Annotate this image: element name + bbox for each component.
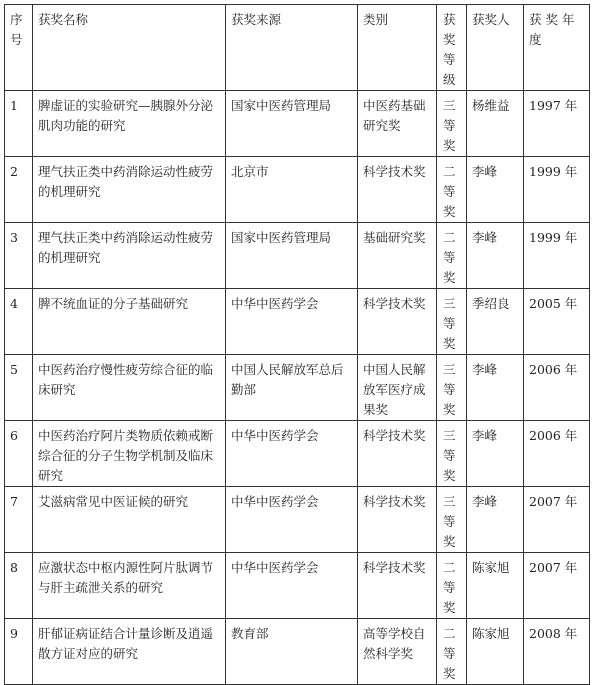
cell-year: 2008 年 <box>524 619 590 685</box>
header-source: 获奖来源 <box>226 5 358 91</box>
cell-category: 科学技术奖 <box>358 157 437 223</box>
cell-seq: 6 <box>5 421 33 487</box>
cell-year: 2007 年 <box>524 487 590 553</box>
cell-seq: 8 <box>5 553 33 619</box>
cell-year: 2007 年 <box>524 553 590 619</box>
header-seq: 序号 <box>5 5 33 91</box>
table-header-row <box>5 5 590 91</box>
cell-source: 中华中医药学会 <box>226 289 358 355</box>
cell-source: 中华中医药学会 <box>226 421 358 487</box>
cell-category: 科学技术奖 <box>358 487 437 553</box>
cell-name: 中医药治疗阿片类物质依赖戒断综合征的分子生物学机制及临床研究 <box>33 421 226 487</box>
cell-name: 艾滋病常见中医证候的研究 <box>33 487 226 553</box>
header-level: 获奖等级 <box>437 5 467 91</box>
table-row <box>5 223 590 289</box>
cell-level: 三等奖 <box>437 289 467 355</box>
cell-level: 二等奖 <box>437 619 467 685</box>
cell-level: 二等奖 <box>437 223 467 289</box>
cell-category: 中国人民解放军医疗成果奖 <box>358 355 437 421</box>
table-row <box>5 157 590 223</box>
cell-person: 李峰 <box>467 223 524 289</box>
cell-seq: 3 <box>5 223 33 289</box>
table-row <box>5 91 590 157</box>
cell-name: 脾不统血证的分子基础研究 <box>33 289 226 355</box>
cell-person: 李峰 <box>467 355 524 421</box>
cell-person: 季绍良 <box>467 289 524 355</box>
cell-year: 1999 年 <box>524 157 590 223</box>
cell-category: 科学技术奖 <box>358 289 437 355</box>
cell-seq: 1 <box>5 91 33 157</box>
cell-person: 陈家旭 <box>467 619 524 685</box>
cell-source: 教育部 <box>226 619 358 685</box>
table-row <box>5 553 590 619</box>
cell-seq: 7 <box>5 487 33 553</box>
cell-category: 科学技术奖 <box>358 553 437 619</box>
cell-source: 国家中医药管理局 <box>226 223 358 289</box>
header-name: 获奖名称 <box>33 5 226 91</box>
cell-name: 中医药治疗慢性疲劳综合征的临床研究 <box>33 355 226 421</box>
cell-year: 1999 年 <box>524 223 590 289</box>
cell-name: 应激状态中枢内源性阿片肽调节与肝主疏泄关系的研究 <box>33 553 226 619</box>
cell-level: 三等奖 <box>437 355 467 421</box>
cell-name: 理气扶正类中药消除运动性疲劳的机理研究 <box>33 157 226 223</box>
table-row <box>5 487 590 553</box>
cell-person: 李峰 <box>467 487 524 553</box>
cell-name: 脾虚证的实验研究—胰腺外分泌肌肉功能的研究 <box>33 91 226 157</box>
cell-source: 中国人民解放军总后勤部 <box>226 355 358 421</box>
cell-source: 北京市 <box>226 157 358 223</box>
cell-year: 2005 年 <box>524 289 590 355</box>
table-row <box>5 289 590 355</box>
cell-person: 陈家旭 <box>467 553 524 619</box>
cell-source: 中华中医药学会 <box>226 553 358 619</box>
cell-level: 二等奖 <box>437 553 467 619</box>
awards-table <box>4 4 590 685</box>
cell-source: 中华中医药学会 <box>226 487 358 553</box>
cell-level: 三等奖 <box>437 91 467 157</box>
table-row <box>5 355 590 421</box>
cell-person: 李峰 <box>467 421 524 487</box>
cell-level: 三等奖 <box>437 421 467 487</box>
cell-level: 三等奖 <box>437 487 467 553</box>
cell-year: 1997 年 <box>524 91 590 157</box>
cell-category: 科学技术奖 <box>358 421 437 487</box>
cell-seq: 5 <box>5 355 33 421</box>
cell-source: 国家中医药管理局 <box>226 91 358 157</box>
cell-year: 2006 年 <box>524 421 590 487</box>
cell-name: 肝郁证病证结合计量诊断及逍遥散方证对应的研究 <box>33 619 226 685</box>
table-row <box>5 421 590 487</box>
cell-person: 李峰 <box>467 157 524 223</box>
cell-category: 高等学校自然科学奖 <box>358 619 437 685</box>
table-row <box>5 619 590 685</box>
header-year: 获 奖 年度 <box>524 5 590 91</box>
cell-name: 理气扶正类中药消除运动性疲劳的机理研究 <box>33 223 226 289</box>
cell-person: 杨维益 <box>467 91 524 157</box>
cell-category: 中医药基础研究奖 <box>358 91 437 157</box>
header-category: 类别 <box>358 5 437 91</box>
cell-level: 二等奖 <box>437 157 467 223</box>
cell-seq: 9 <box>5 619 33 685</box>
cell-category: 基础研究奖 <box>358 223 437 289</box>
cell-seq: 4 <box>5 289 33 355</box>
cell-seq: 2 <box>5 157 33 223</box>
cell-year: 2006 年 <box>524 355 590 421</box>
header-person: 获奖人 <box>467 5 524 91</box>
